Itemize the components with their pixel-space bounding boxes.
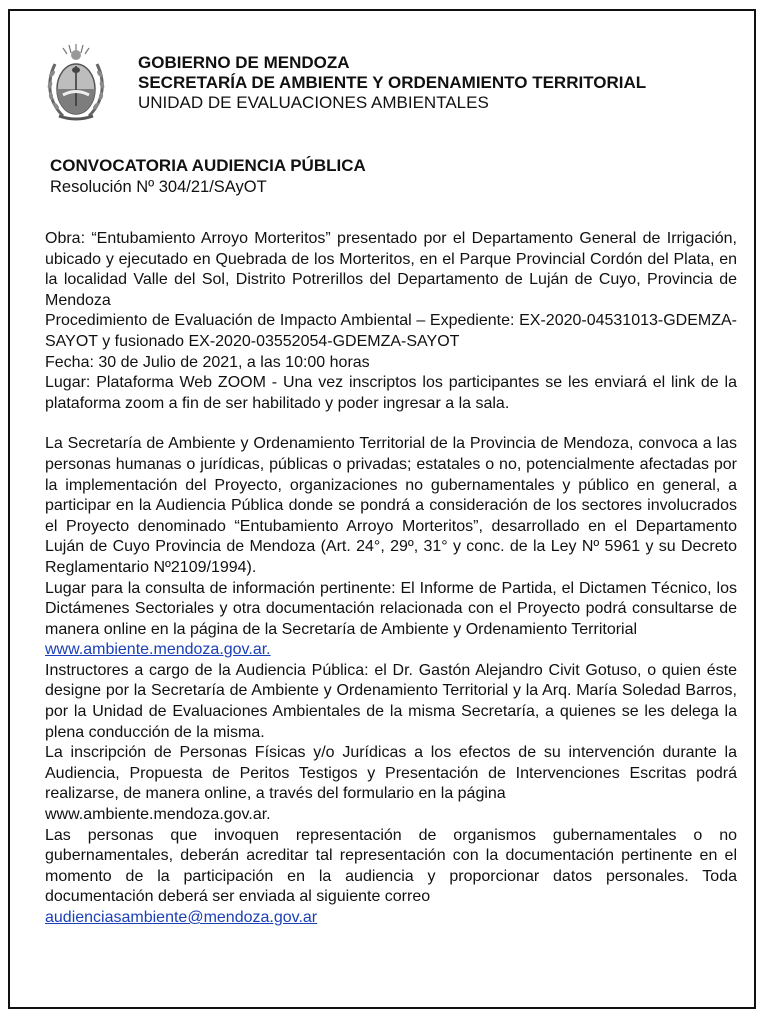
obra-paragraph: Obra: “Entubamiento Arroyo Morteritos” presentado por el Departamento General de Irrigación, ubicado y ejecutado en Quebrada de los Morteritos, en el Parque Provincial Cordón del Plata, en la localidad Valle del Sol, Distrito Potrerillos del Departamento de Luján de Cuyo, Provincia de Mendoza [45, 230, 737, 309]
lugar-paragraph: Lugar: Plataforma Web ZOOM - Una vez inscriptos los participantes se les enviará el link de la plataforma zoom a fin de ser habilitado y poder ingresar a la sala. [45, 374, 737, 412]
procedimiento-paragraph: Procedimiento de Evaluación de Impacto Ambiental – Expediente: EX-2020-04531013-GDEMZA-SAYOT y fusionado EX-2020-03552054-GDEMZA-SAYOT [45, 312, 737, 350]
header-government: GOBIERNO DE MENDOZA [138, 53, 350, 72]
email-link[interactable]: audienciasambiente@mendoza.gov.ar [45, 909, 318, 926]
mendoza-coat-of-arms-icon [45, 42, 107, 124]
document-title: CONVOCATORIA AUDIENCIA PÚBLICA [50, 156, 366, 175]
document-header [138, 53, 646, 113]
web-link[interactable]: www.ambiente.mendoza.gov.ar. [45, 641, 271, 659]
header-secretariat: SECRETARÍA DE AMBIENTE Y ORDENAMIENTO TERRITORIAL [138, 73, 647, 92]
web-link-paragraph [45, 640, 737, 661]
email-paragraph [45, 908, 737, 929]
representacion-paragraph: Las personas que invoquen representación de organismos gubernamentales o no gubernamentales, deberán acreditar tal representación con la documentación pertinente en el momento de la participación en la audiencia y proporcionar datos personales. Toda documentación deberá ser enviada al siguiente correo [45, 826, 737, 906]
instructores-paragraph: Instructores a cargo de la Audiencia Pública: el Dr. Gastón Alejandro Civit Gotuso, o quien éste designe por la Secretaría de Ambiente y Ordenamiento Territorial y la Arq. María Soledad Barros, por la Unidad de Evaluaciones Ambientales de la misma Secretaría, a quienes se les delega la plena conducción de la misma. [45, 661, 737, 741]
inscripcion-paragraph: La inscripción de Personas Físicas y/o Jurídicas a los efectos de su intervención durante la Audiencia, Propuesta de Peritos Testigos y Presentación de Intervenciones Escritas podrá realizarse, de manera online, a través del formulario en la página [45, 744, 737, 803]
web-plain-text: www.ambiente.mendoza.gov.ar. [45, 806, 271, 824]
resolution-number: Resolución Nº 304/21/SAyOT [50, 178, 267, 196]
convoca-paragraph: La Secretaría de Ambiente y Ordenamiento Territorial de la Provincia de Mendoza, convoca a las personas humanas o jurídicas, públicas o privadas; estatales o no, potencialmente afectadas por la implementación del Proyecto, organizaciones no gubernamentales y público en general, a participar en la Audiencia Pública donde se pondrá a consideración de los sectores involucrados el Proyecto denominado “Entubamiento Arroyo Morteritos”, desarrollado en el Departamento Luján de Cuyo Provincia de Mendoza (Art. 24°, 29º, 31° y conc. de la Ley Nº 5961 y su Decreto Reglamentario Nº2109/1994). [45, 435, 737, 576]
document-body [45, 229, 737, 929]
fecha-line: Fecha: 30 de Julio de 2021, a las 10:00 horas [45, 353, 370, 371]
title-block [50, 155, 366, 197]
consulta-paragraph: Lugar para la consulta de información pertinente: El Informe de Partida, el Dictamen Técnico, los Dictámenes Sectoriales y otra documentación relacionada con el Proyecto podrá consultarse de manera online en la página de la Secretaría de Ambiente y Ordenamiento Territorial [45, 579, 737, 638]
header-unit: UNIDAD DE EVALUACIONES AMBIENTALES [138, 93, 489, 112]
